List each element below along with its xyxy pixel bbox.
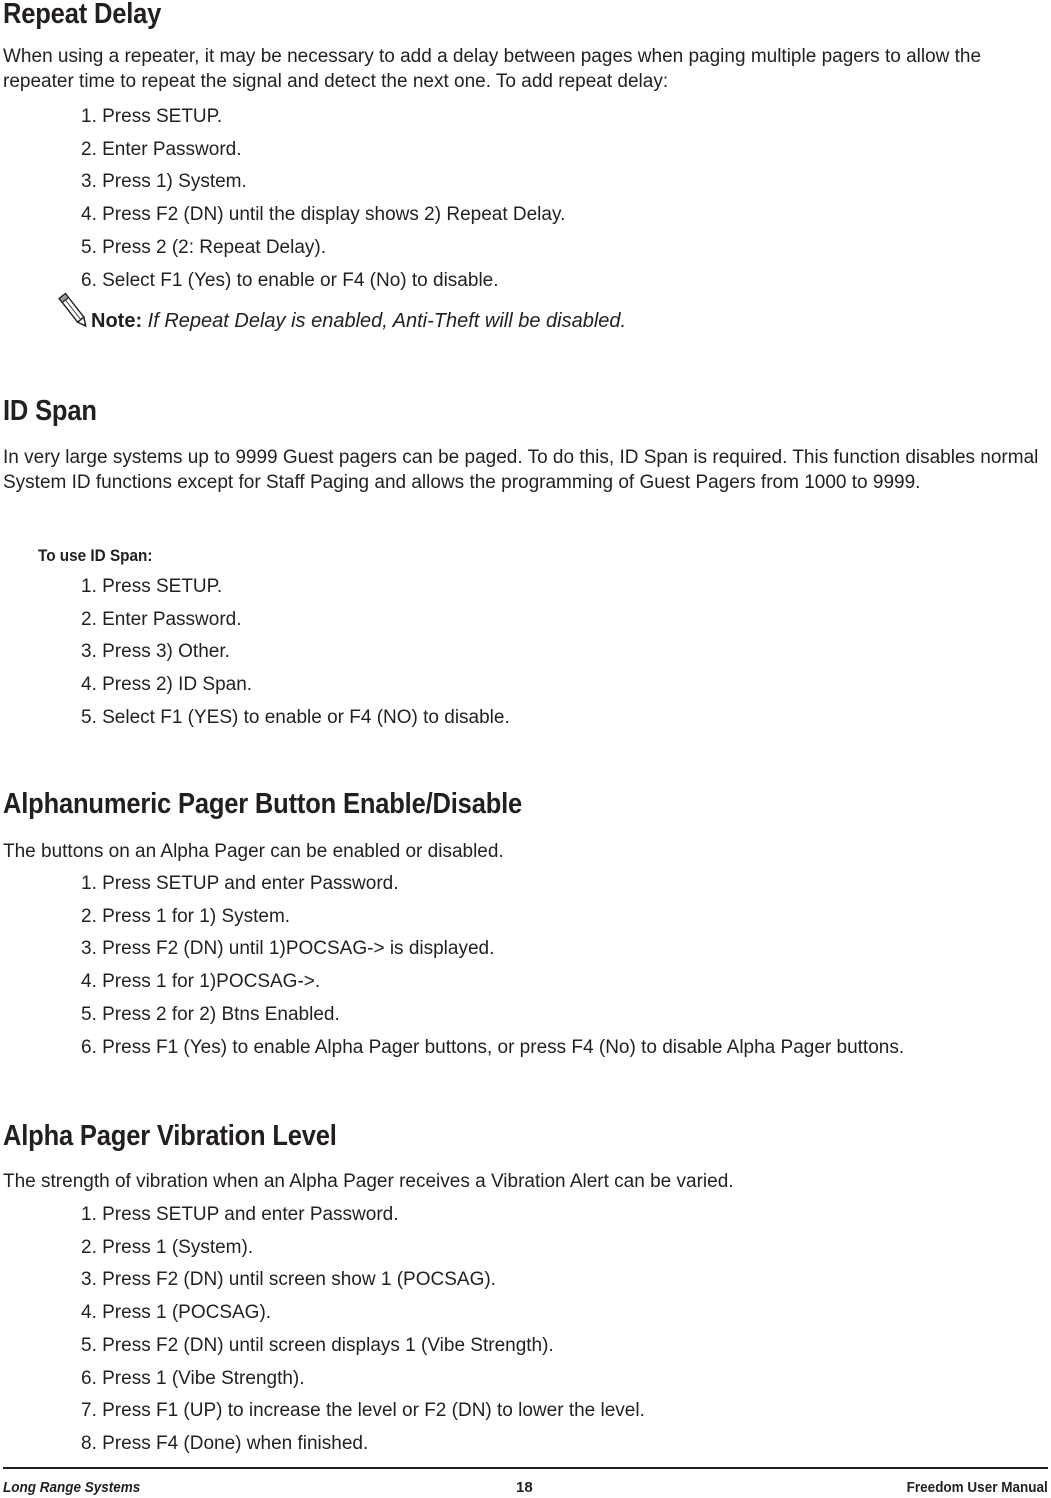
page-number: 18 (516, 1479, 533, 1496)
id-span-heading: ID Span (3, 395, 97, 427)
alpha-buttons-heading: Alphanumeric Pager Button Enable/Disable (3, 788, 523, 820)
repeat-delay-heading: Repeat Delay (3, 0, 162, 30)
list-item: 2. Press 1 (System). (81, 1236, 254, 1258)
list-item: 1. Press SETUP. (81, 106, 223, 127)
vibration-heading: Alpha Pager Vibration Level (3, 1120, 337, 1152)
list-item: 6. Press 1 (Vibe Strength). (81, 1367, 305, 1389)
list-item: 6. Select F1 (Yes) to enable or F4 (No) to disable. (81, 269, 499, 291)
list-item: 5. Press 2 for 2) Btns Enabled. (81, 1003, 340, 1025)
list-item: 8. Press F4 (Done) when finished. (81, 1432, 369, 1454)
list-item: 4. Press 2) ID Span. (81, 674, 253, 696)
note-text: If Repeat Delay is enabled, Anti-Theft will be disabled. (147, 310, 627, 332)
list-item: 1. Press SETUP and enter Password. (81, 873, 399, 894)
footer-manual-title: Freedom User Manual (906, 1479, 1048, 1496)
alpha-buttons-steps (3, 868, 904, 1064)
list-item: 1. Press SETUP and enter Password. (81, 1204, 399, 1225)
list-item: 3. Press F2 (DN) until screen show 1 (POCSAG). (81, 1269, 496, 1291)
list-item: 5. Press 2 (2: Repeat Delay). (81, 236, 326, 258)
id-span-intro: In very large systems up to 9999 Guest pagers can be paged. To do this, ID Span is required. This function disables normal System ID functions except for Staff Paging and allows the programming of Guest Pagers from 1000 to 9999. (3, 447, 1039, 493)
list-item: 2. Enter Password. (81, 608, 242, 630)
list-item: 5. Select F1 (YES) to enable or F4 (NO) to disable. (81, 706, 510, 728)
list-item: 3. Press 3) Other. (81, 641, 230, 663)
repeat-delay-steps (3, 101, 565, 297)
id-span-steps (3, 571, 510, 735)
list-item: 4. Press 1 (POCSAG). (81, 1302, 272, 1324)
alpha-buttons-intro: The buttons on an Alpha Pager can be enabled or disabled. (3, 841, 504, 862)
list-item: 3. Press F2 (DN) until 1)POCSAG-> is displayed. (81, 938, 495, 960)
note-label: Note: (91, 310, 143, 332)
repeat-delay-intro: When using a repeater, it may be necessary to add a delay between pages when paging multiple pagers to allow the repeater time to repeat the signal and detect the next one. To add repeat delay: (3, 46, 982, 92)
list-item: 2. Press 1 for 1) System. (81, 905, 291, 927)
list-item: 6. Press F1 (Yes) to enable Alpha Pager buttons, or press F4 (No) to disable Alpha Pager buttons. (81, 1036, 905, 1058)
list-item: 3. Press 1) System. (81, 171, 247, 193)
list-item: 4. Press F2 (DN) until the display shows 2) Repeat Delay. (81, 204, 566, 226)
vibration-intro: The strength of vibration when an Alpha Pager receives a Vibration Alert can be varied. (3, 1171, 734, 1192)
list-item: 1. Press SETUP. (81, 576, 223, 597)
list-item: 4. Press 1 for 1)POCSAG->. (81, 971, 321, 993)
id-span-subheading: To use ID Span: (38, 546, 153, 565)
vibration-steps (3, 1199, 645, 1461)
list-item: 5. Press F2 (DN) until screen displays 1 (Vibe Strength). (81, 1334, 554, 1356)
footer-divider (3, 1467, 1048, 1469)
footer-company: Long Range Systems (3, 1479, 141, 1496)
repeat-delay-note (91, 309, 626, 333)
list-item: 7. Press F1 (UP) to increase the level or F2 (DN) to lower the level. (81, 1400, 645, 1422)
list-item: 2. Enter Password. (81, 138, 242, 160)
pencil-icon (58, 290, 90, 332)
